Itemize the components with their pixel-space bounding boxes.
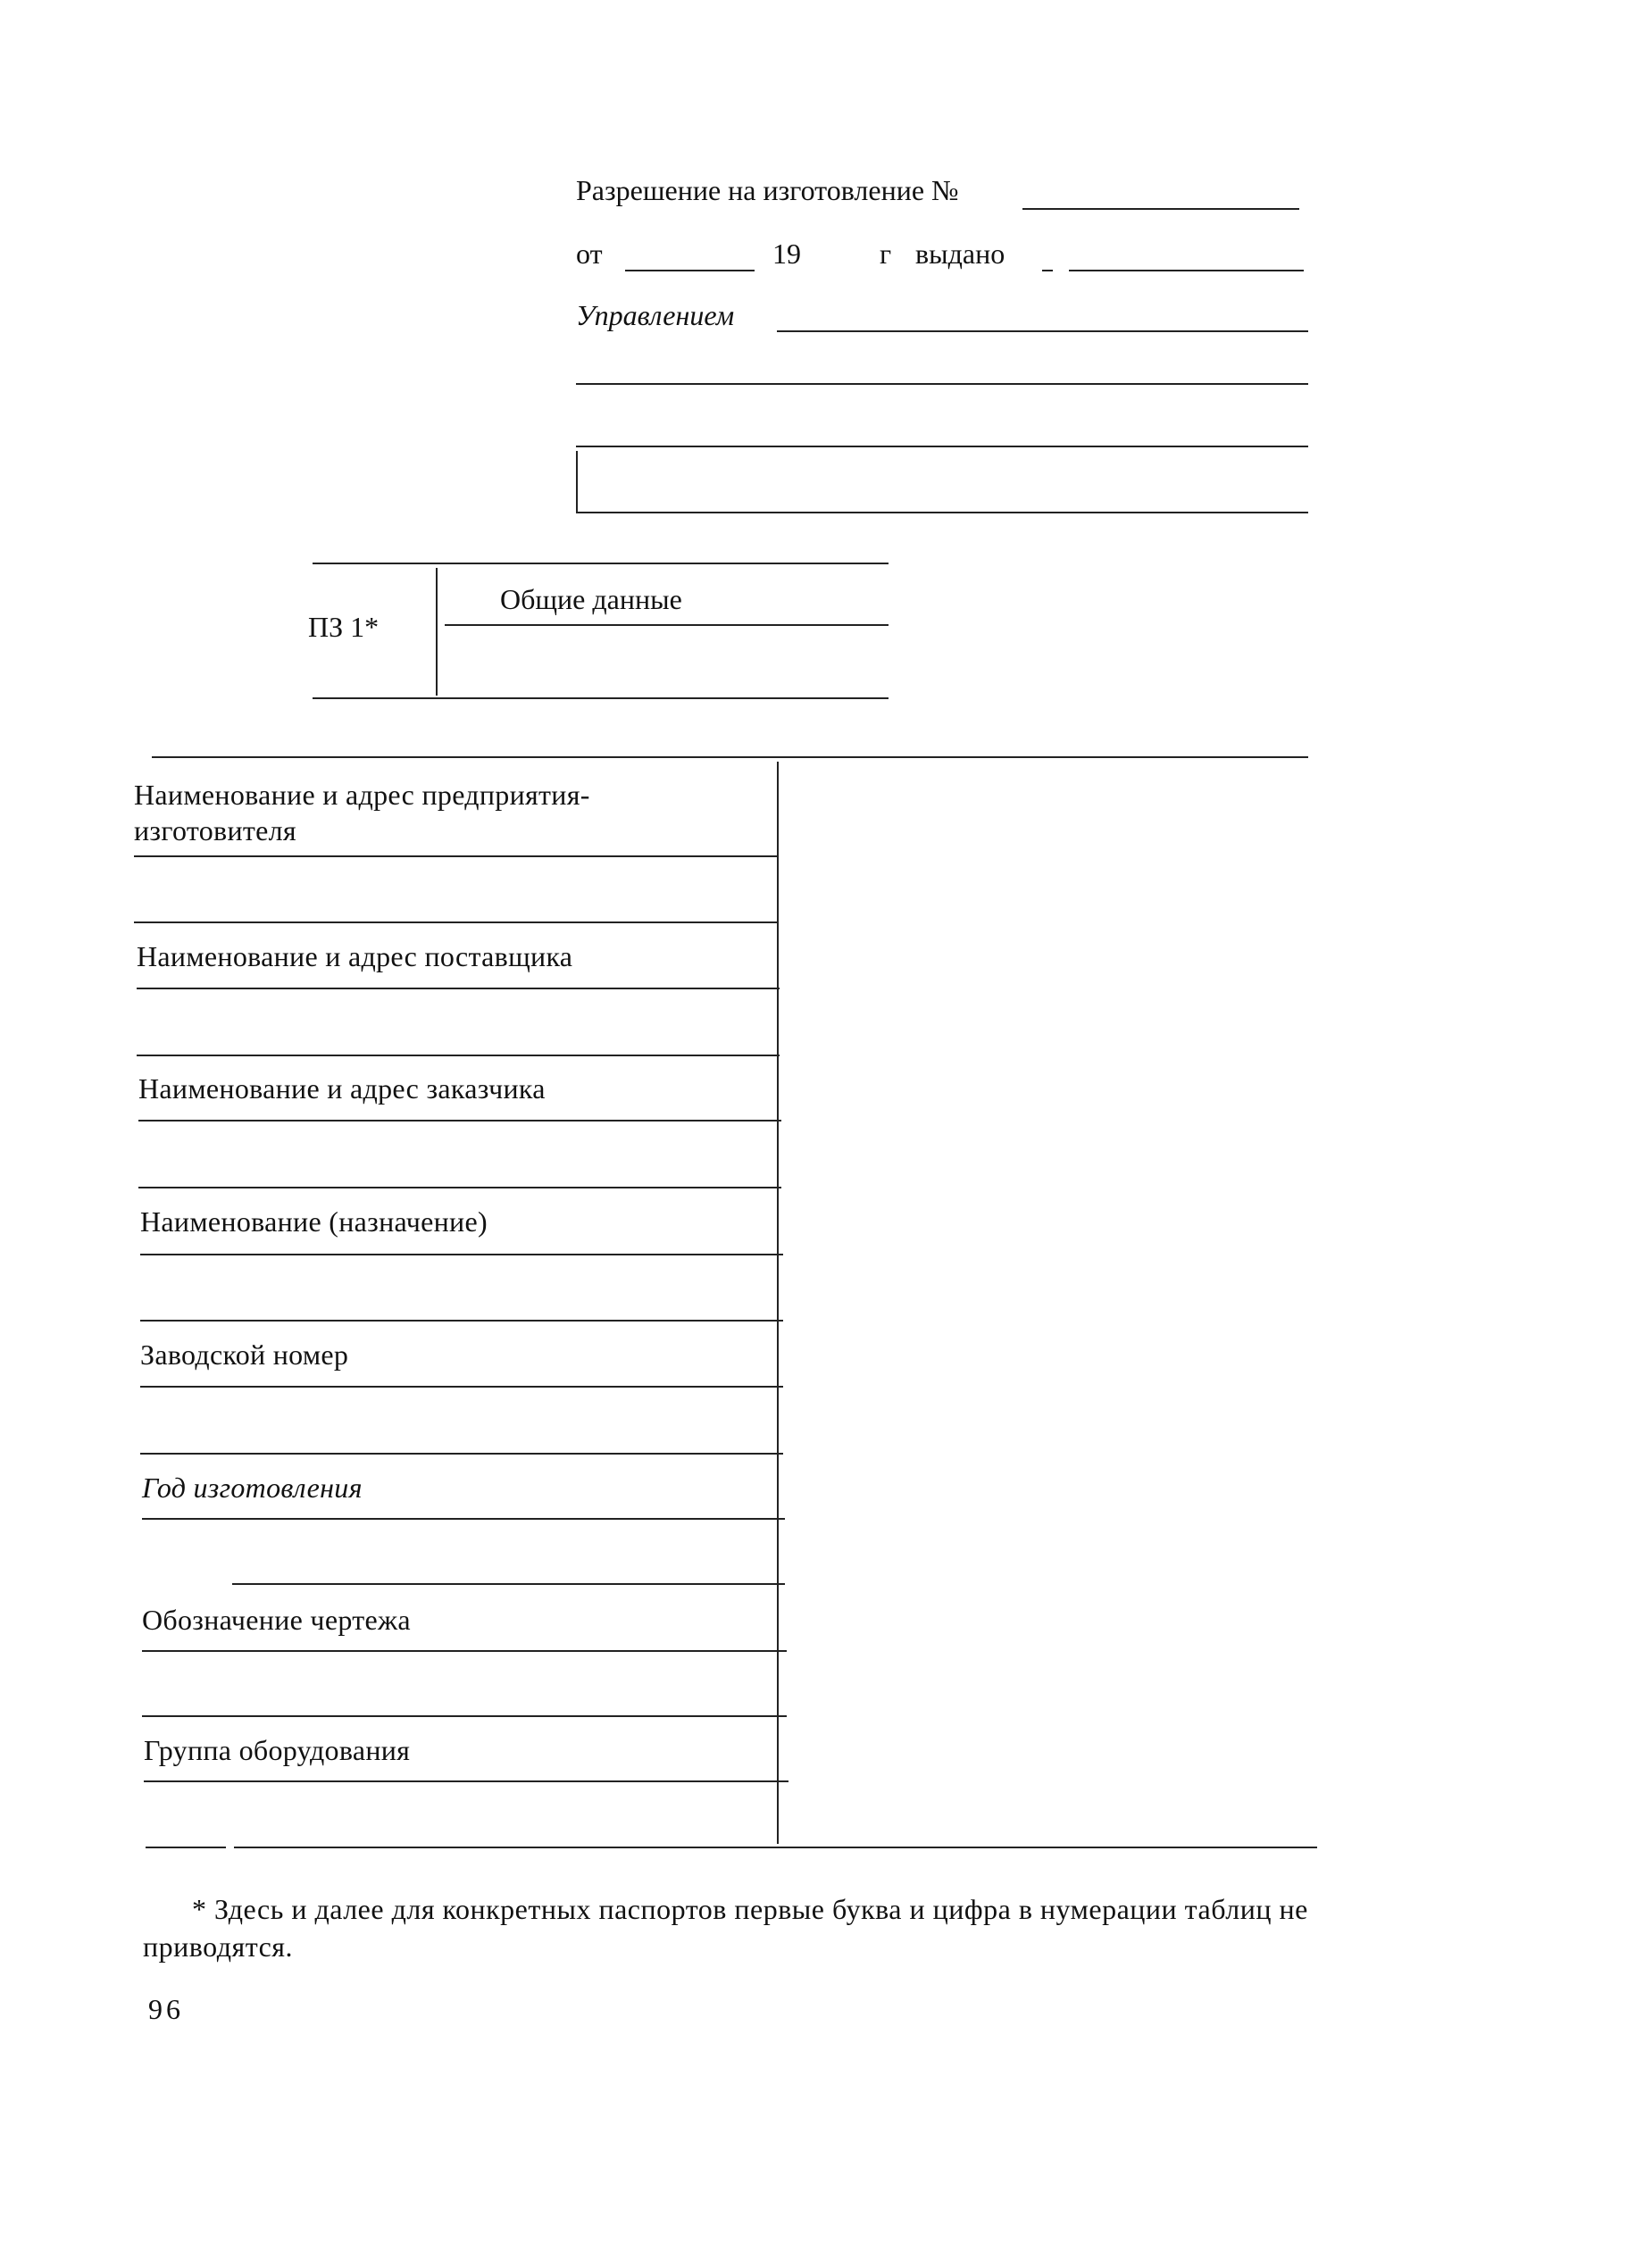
row-rule (142, 1518, 785, 1520)
row-label-drawing: Обозначение чертежа (142, 1604, 411, 1636)
permit-authority-line-3[interactable] (576, 446, 1308, 447)
permit-authority-field[interactable] (777, 330, 1308, 332)
row-rule (142, 1650, 787, 1652)
row-rule (140, 1453, 783, 1455)
row-label-equipment-group: Группа оборудования (144, 1734, 411, 1766)
table-code: ПЗ 1* (308, 611, 380, 643)
row-rule (140, 1254, 783, 1255)
row-rule (142, 1715, 787, 1717)
table-header-top-rule (313, 563, 889, 564)
row-rule (140, 1386, 783, 1388)
permit-issued-field[interactable] (1069, 270, 1304, 271)
permit-issued-label: выдано (915, 238, 1005, 270)
permit-from-label: от (576, 238, 603, 270)
permit-authority-label: Управлением (576, 299, 735, 331)
row-rule (134, 921, 777, 923)
form-table-bottom-rule-left (146, 1847, 226, 1848)
permit-authority-line-4[interactable] (576, 512, 1308, 513)
form-table-column-divider (777, 762, 779, 1844)
row-rule (138, 1120, 781, 1121)
row-rule (137, 988, 780, 989)
permit-number-field[interactable] (1022, 208, 1299, 210)
form-table-bottom-rule (234, 1847, 1317, 1848)
row-label-purpose: Наименование (назначение) (140, 1205, 488, 1238)
row-rule (137, 1055, 780, 1056)
permit-year-suffix: г (880, 238, 892, 270)
permit-number-label: Разрешение на изготовление № (576, 174, 959, 206)
permit-stamp-bracket (576, 451, 578, 513)
table-header-bottom-rule (313, 697, 889, 699)
footnote: * Здесь и далее для конкретных паспортов первые буква и цифра в нумерации таблиц не приводятся. (143, 1893, 1308, 1963)
row-rule (232, 1583, 785, 1585)
row-rule (140, 1320, 783, 1322)
row-label-serial-number: Заводской номер (140, 1338, 349, 1371)
table-header-divider (436, 568, 438, 696)
table-header-mid-rule (445, 624, 889, 626)
form-table-top-rule (152, 756, 1308, 758)
permit-date-field[interactable] (625, 270, 755, 271)
row-label-manufacturer: Наименование и адрес предприятия-изготовителя (134, 779, 590, 846)
row-rule (134, 855, 777, 857)
row-rule (144, 1780, 788, 1782)
row-label-customer: Наименование и адрес заказчика (138, 1072, 546, 1105)
table-title: Общие данные (500, 583, 682, 615)
row-label-supplier: Наименование и адрес поставщика (137, 940, 573, 972)
permit-year-prefix: 19 (772, 238, 801, 270)
page-number: 96 (148, 1993, 184, 2025)
row-label-year: Год изготовления (142, 1472, 363, 1504)
row-rule (138, 1187, 781, 1188)
permit-issued-field-short[interactable] (1042, 270, 1053, 271)
permit-authority-line-2[interactable] (576, 383, 1308, 385)
